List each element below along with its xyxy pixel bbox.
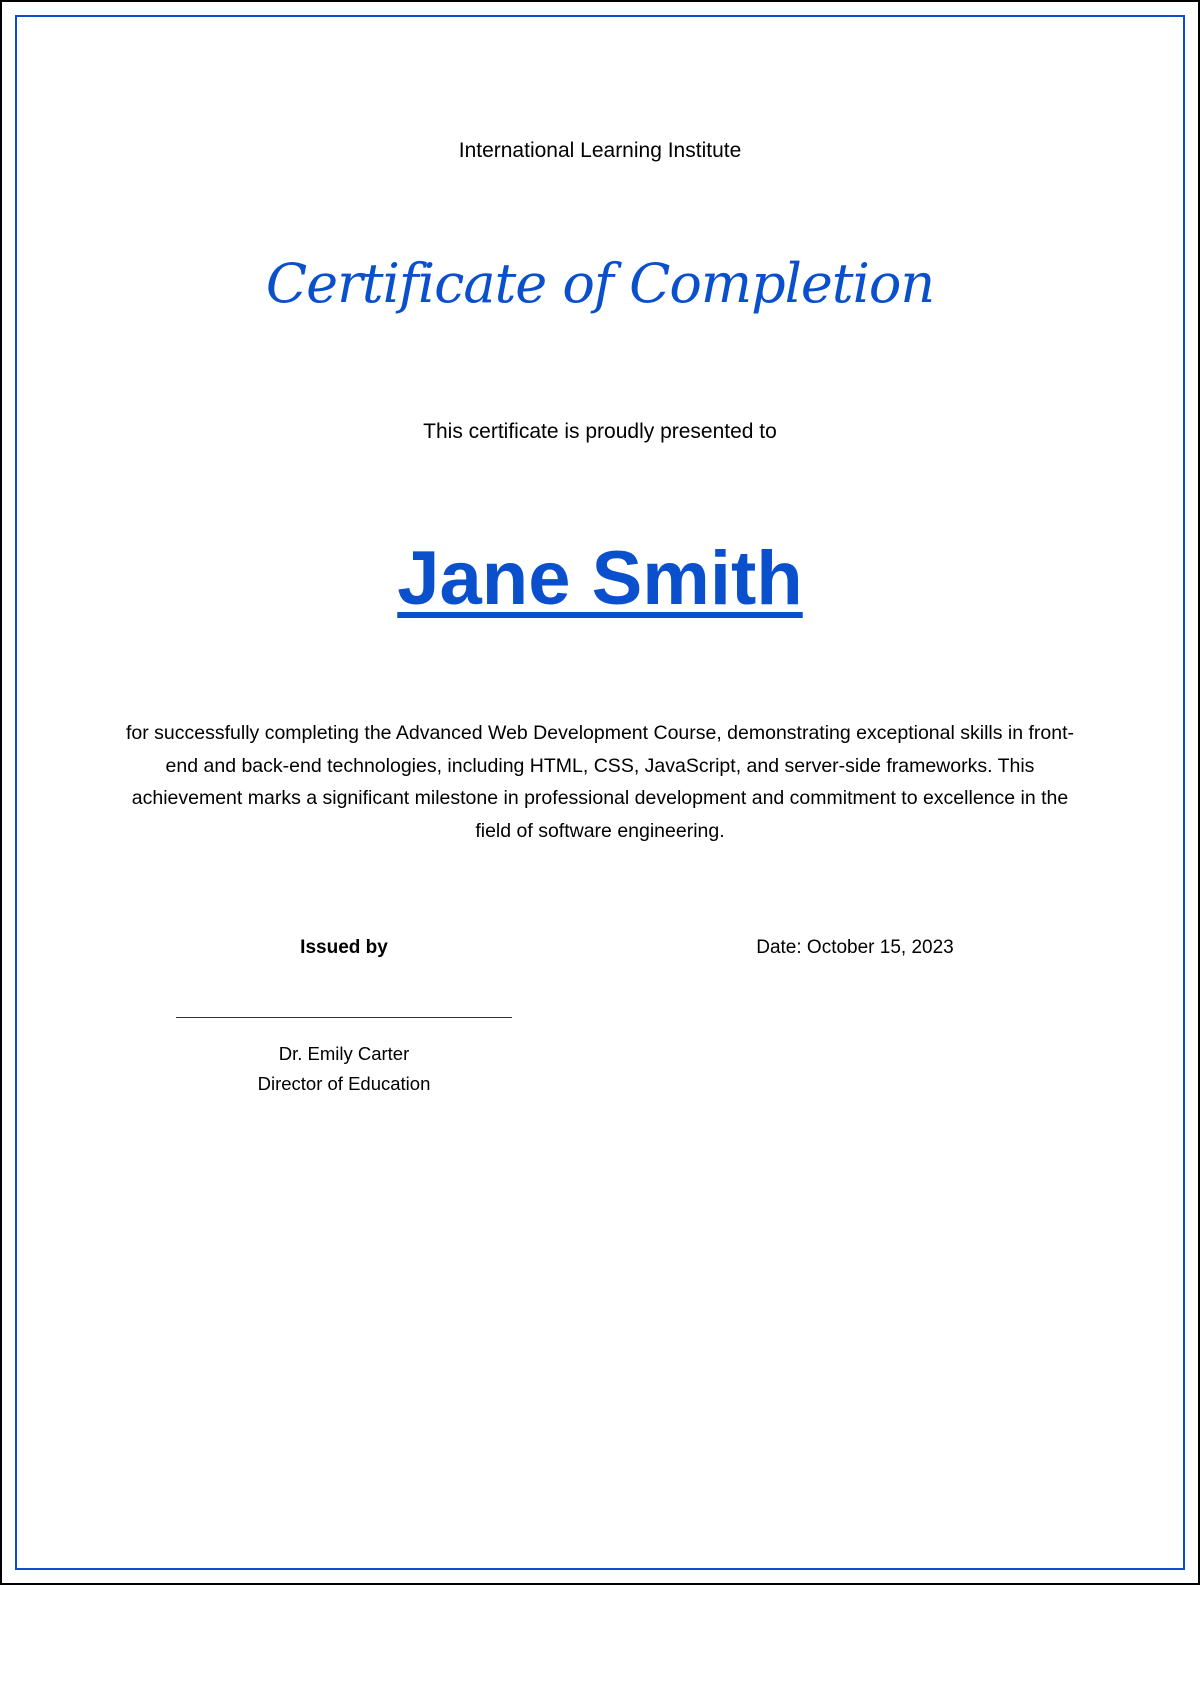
certificate-description: for successfully completing the Advanced Web Development Course, demonstrating exceptional skills in front-end and back-end technologies, including HTML, CSS, JavaScript, and server-side frameworks. This achievement marks a significant milestone in professional development and commitment to excellence in the field of software engineering. [125, 722, 1075, 842]
signature-line [176, 1017, 512, 1018]
issue-date: Date: October 15, 2023 [756, 937, 954, 958]
institute-name: International Learning Institute [458, 139, 742, 162]
signatory-title: Director of Education [257, 1073, 431, 1094]
presented-to-text: This certificate is proudly presented to [423, 420, 777, 443]
recipient-name: Jane Smith [397, 536, 803, 621]
signatory-name: Dr. Emily Carter [278, 1043, 410, 1064]
certificate-title: Certificate of Completion [265, 252, 935, 315]
issued-by-label: Issued by [300, 937, 388, 958]
